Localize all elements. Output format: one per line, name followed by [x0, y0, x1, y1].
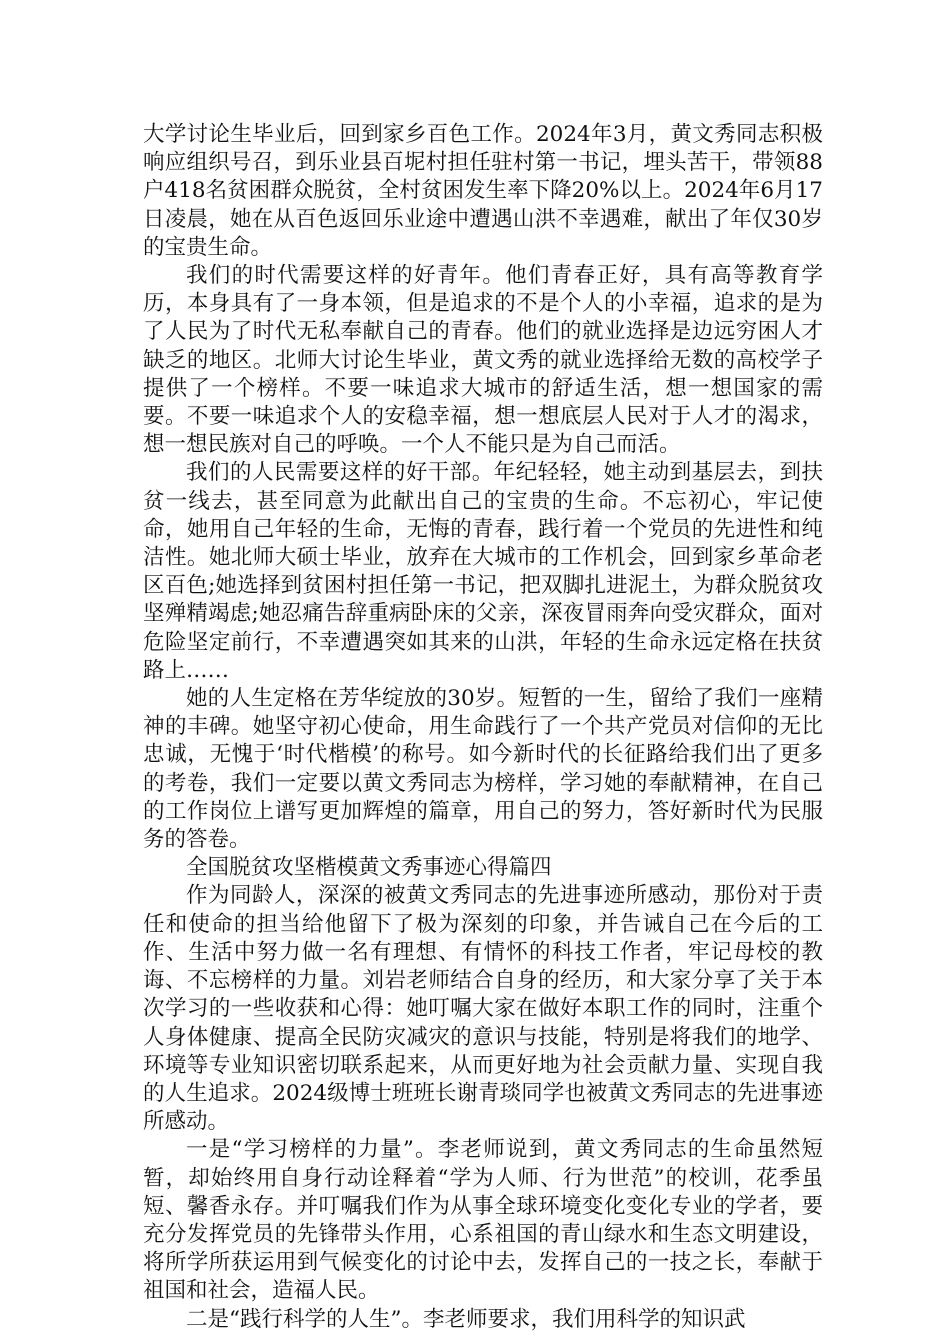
paragraph-5: 作为同龄人，深深的被黄文秀同志的先进事迹所感动，那份对于责任和使命的担当给他留下了极为深刻的印象，并告诫自己在今后的工作、生活中努力做一名有理想、有情怀的科技工作者，牢记母校的教诲、不忘榜样的力量。刘岩老师结合自身的经历，和大家分享了关于本次学习的一些收获和心得：她叮嘱大家在做好本职工作的同时，注重个人身体健康、提高全民防灾减灾的意识与技能，特别是将我们的地学、环境等专业知识密切联系起来，从而更好地为社会贡献力量、实现自我的人生追求。2024级博士班班长谢青琰同学也被黄文秀同志的先进事迹所感动。 [143, 883, 823, 1135]
paragraph-4: 她的人生定格在芳华绽放的30岁。短暂的一生，留给了我们一座精神的丰碑。她坚守初心使命，用生命践行了一个共产党员对信仰的无比忠诚，无愧于‘时代楷模’的称号。如今新时代的长征路给我们出了更多的考卷，我们一定要以黄文秀同志为榜样，学习她的奉献精神，在自己的工作岗位上谱写更加辉煌的篇章，用自己的努力，答好新时代为民服务的答卷。 [143, 686, 823, 853]
paragraph-1: 大学讨论生毕业后，回到家乡百色工作。2024年3月，黄文秀同志积极响应组织号召，到乐业县百坭村担任驻村第一书记，埋头苦干，带领88户418名贫困群众脱贫，全村贫困发生率下降20%以上。2024年6月17日凌晨，她在从百色返回乐业途中遭遇山洪不幸遇难，献出了年仅30岁的宝贵生命。 [143, 122, 823, 260]
section-heading: 全国脱贫攻坚楷模黄文秀事迹心得篇四 [186, 855, 552, 881]
paragraph-6: 一是“学习榜样的力量”。李老师说到，黄文秀同志的生命虽然短暂，却始终用自身行动诠释着“学为人师、行为世范”的校训，花季虽短、馨香永存。并叮嘱我们作为从事全球环境变化变化专业的学者，要充分发挥党员的先锋带头作用，心系祖国的青山绿水和生态文明建设，将所学所获运用到气候变化的讨论中去，发挥自己的一技之长，奉献于祖国和社会，造福人民。 [143, 1137, 823, 1304]
paragraph-3: 我们的人民需要这样的好干部。年纪轻轻，她主动到基层去，到扶贫一线去，甚至同意为此献出自己的宝贵的生命。不忘初心，牢记使命，她用自己年轻的生命，无悔的青春，践行着一个党员的先进性和纯洁性。她北师大硕士毕业，放弃在大城市的工作机会，回到家乡革命老区百色;她选择到贫困村担任第一书记，把双脚扎进泥土，为群众脱贫攻坚殚精竭虑;她忍痛告辞重病卧床的父亲，深夜冒雨奔向受灾群众，面对危险坚定前行，不幸遭遇突如其来的山洪，年轻的生命永远定格在扶贫路上…… [143, 460, 823, 683]
paragraph-7: 二是“践行科学的人生”。李老师要求，我们用科学的知识武 [186, 1306, 746, 1332]
document-body [143, 121, 823, 1334]
paragraph-2: 我们的时代需要这样的好青年。他们青春正好，具有高等教育学历，本身具有了一身本领，但是追求的不是个人的小幸福，追求的是为了人民为了时代无私奉献自己的青春。他们的就业选择是边远穷困人才缺乏的地区。北师大讨论生毕业，黄文秀的就业选择给无数的高校学子提供了一个榜样。不要一味追求大城市的舒适生活，想一想国家的需要。不要一味追求个人的安稳幸福，想一想底层人民对于人才的渴求，想一想民族对自己的呼唤。一个人不能只是为自己而活。 [143, 263, 823, 458]
